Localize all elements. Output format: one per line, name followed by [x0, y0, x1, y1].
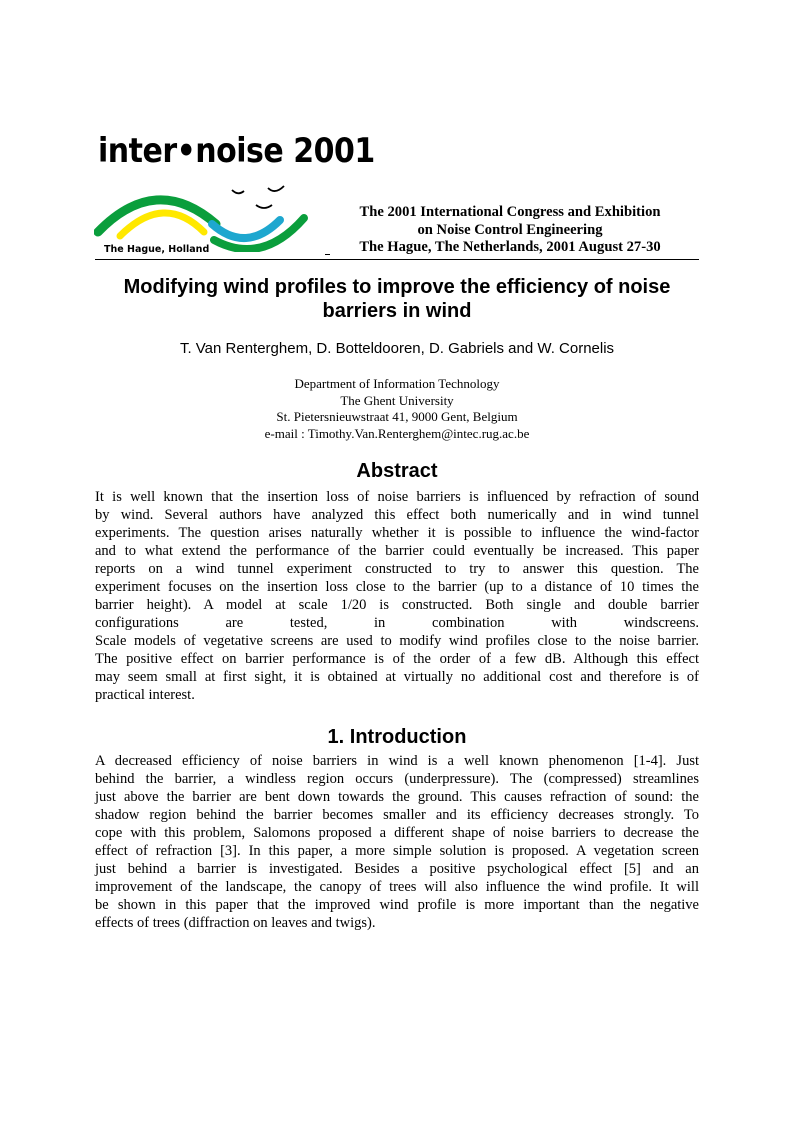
abstract-line: may seem small at first sight, it is obtained at virtually no additional cost and therefore is of — [95, 669, 699, 685]
introduction-heading: 1. Introduction — [327, 726, 467, 748]
authors: T. Van Renterghem, D. Botteldooren, D. Gabriels and W. Cornelis — [179, 340, 615, 357]
congress-line-2: on Noise Control Engineering — [417, 221, 603, 238]
logo-smile-2 — [268, 186, 284, 191]
abstract-line: barrier height). A model at scale 1/20 is constructed. Both single and double barrier — [95, 597, 699, 613]
logo-city: The Hague, Holland — [104, 244, 210, 255]
abstract-line: by wind. Several authors have analyzed this effect both numerically and in wind tunnel — [95, 507, 699, 523]
introduction-line: behind the barrier, a windless region occurs (underpressure). The (compressed) streamlines — [95, 771, 699, 787]
conference-logo-wordmark: inter•noise 2001 — [98, 132, 375, 172]
abstract-body — [95, 488, 699, 704]
abstract-line: practical interest. — [95, 687, 195, 703]
introduction-line: A decreased efficiency of noise barriers in wind is a well known phenomenon [1-4]. Just — [95, 753, 699, 769]
introduction-line: effects of trees (diffraction on leaves and twigs). — [95, 915, 376, 931]
abstract-line: It is well known that the insertion loss of noise barriers is influenced by refraction of sound — [95, 489, 699, 505]
paper-title-line-1: Modifying wind profiles to improve the efficiency of noise — [123, 276, 671, 298]
abstract-line: experiments. The question arises naturally whether it is possible to influence the wind-factor — [95, 525, 699, 541]
affiliation-line-3: St. Pietersnieuwstraat 41, 9000 Gent, Belgium — [276, 409, 518, 424]
abstract-heading: Abstract — [356, 460, 438, 482]
introduction-line: cope with this problem, Salomons proposed a different shape of noise barriers to decrease the — [95, 825, 699, 841]
header-rule — [95, 259, 699, 260]
logo-smile-1 — [232, 190, 244, 193]
logo-yellow-arc — [120, 213, 204, 236]
abstract-line: configurations are tested, in combination with windscreens. — [95, 615, 699, 631]
introduction-line: effect of refraction [3]. In this paper, a more simple solution is proposed. A vegetation screen — [95, 843, 699, 859]
header-dash — [325, 254, 330, 255]
abstract-line: reports on a wind tunnel experiment constructed to try to answer this question. The — [95, 561, 699, 577]
paper-title-line-2: barriers in wind — [322, 300, 472, 322]
abstract-line: and to what extend the performance of the barrier could eventually be increased. This paper — [95, 543, 699, 559]
logo-smile-3 — [256, 205, 272, 208]
introduction-line: shadow region behind the barrier becomes smaller and its efficiency decreases strongly. To — [95, 807, 699, 823]
affiliation-line-1: Department of Information Technology — [294, 376, 500, 391]
abstract-line: experiment focuses on the insertion loss close to the barrier (up to a distance of 10 times the — [95, 579, 699, 595]
logo-blue-arc — [212, 220, 280, 238]
abstract-line: The positive effect on barrier performance is of the order of a few dB. Although this effect — [95, 651, 699, 667]
introduction-line: just behind a barrier is investigated. Besides a positive psychological effect [5] and an — [95, 861, 699, 877]
congress-info — [322, 204, 698, 257]
congress-line-1: The 2001 International Congress and Exhibition — [359, 204, 661, 220]
introduction-body — [95, 752, 699, 932]
affiliation-email: e-mail : Timothy.Van.Renterghem@intec.rug.ac.be — [264, 425, 530, 441]
abstract-line: Scale models of vegetative screens are used to modify wind profiles close to the noise barrier. — [95, 633, 699, 649]
congress-line-3: The Hague, The Netherlands, 2001 August 27-30 — [359, 239, 661, 255]
introduction-line: be shown in this paper that the improved wind profile is more important than the negative — [95, 897, 699, 913]
affiliation — [95, 376, 699, 442]
paper-title — [95, 275, 699, 323]
conference-logo-graphic — [94, 180, 314, 252]
introduction-line: just above the barrier are bent down towards the ground. This causes refraction of sound: the — [95, 789, 699, 805]
affiliation-line-2: The Ghent University — [340, 392, 454, 408]
introduction-line: improvement of the landscape, the canopy of trees will also influence the wind profile. It will — [95, 879, 699, 895]
